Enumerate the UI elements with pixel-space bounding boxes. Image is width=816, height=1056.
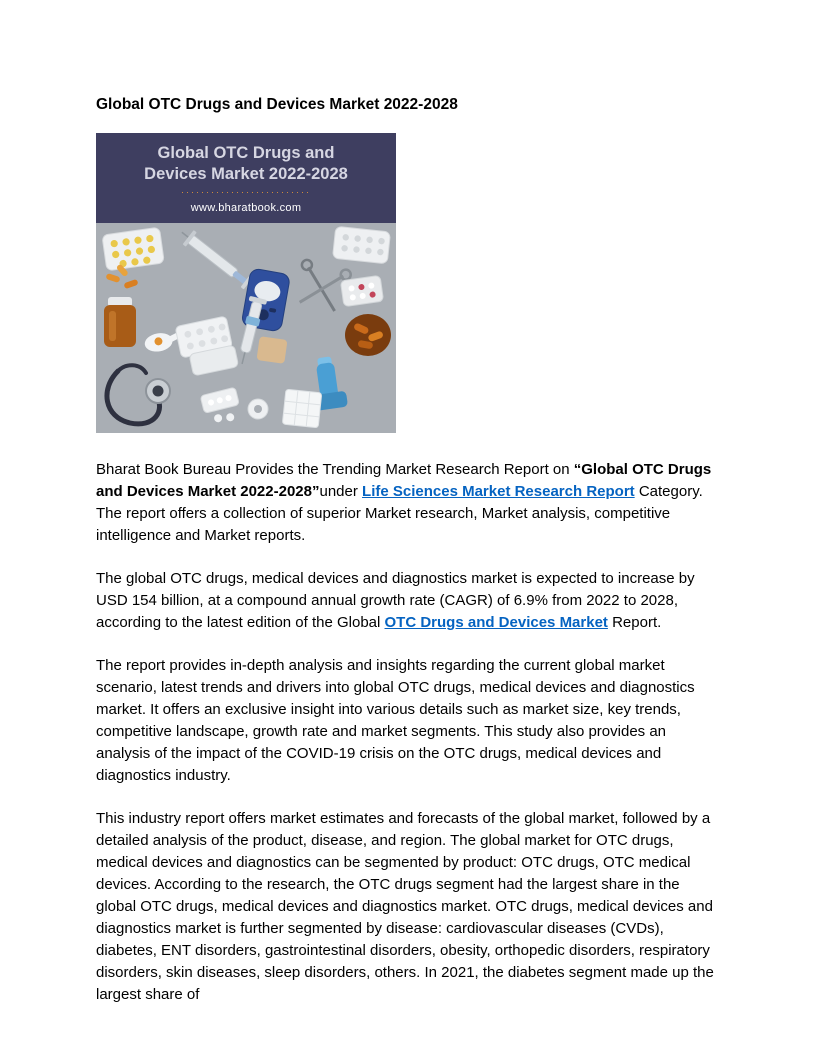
banner-title-line1: Global OTC Drugs and	[157, 144, 335, 162]
tape-roll-icon	[248, 399, 268, 419]
patch-icon	[256, 336, 287, 364]
blister-pack-icon	[102, 227, 164, 271]
otc-drugs-market-link[interactable]: OTC Drugs and Devices Market	[384, 614, 608, 631]
banner-dotted-divider: ··························	[181, 187, 311, 197]
pill-bottle-icon	[104, 297, 136, 347]
pill-card-icon	[340, 275, 383, 306]
amber-capsules-icon	[345, 314, 391, 356]
report-title-bold: “Global OTC Drugs and Devices Market 2022-2028”	[96, 461, 712, 500]
paragraph-intro	[96, 459, 720, 547]
blister-pack-icon	[332, 226, 390, 264]
paragraph-text: This industry report offers market estimates and forecasts of the global market, followed by a detailed analysis of the product, disease, and region. The global market for OTC drugs, medical devices and diagnostics can be segmented by product: OTC drugs, OTC medical devices. According to the research, the OTC drugs segment had the largest share in the global OTC drugs, medical devices and diagnostics market. OTC drugs, medical devices and diagnostics market is further segmented by disease: cardiovascular diseases (CVDs), diabetes, ENT disorders, gastrointestinal disorders, obesity, orthopedic disorders, respiratory disorders, skin diseases, sleep disorders, others. In 2021, the diabetes segment made up the largest share of	[96, 810, 714, 1003]
life-sciences-report-link[interactable]: Life Sciences Market Research Report	[362, 483, 635, 500]
paragraph-text: Bharat Book Bureau Provides the Trending Market Research Report on	[96, 461, 574, 478]
banner-title-line2: Devices Market 2022-2028	[144, 165, 348, 183]
medical-supplies-photo	[96, 223, 396, 433]
gauze-icon	[282, 389, 321, 428]
banner-website-url: www.bharatbook.com	[190, 202, 302, 214]
paragraph-text: The global OTC drugs, medical devices and diagnostics market is expected to increase by USD 154 billion, at a compound annual growth rate (CAGR) of 6.9% from 2022 to 2028, according to the latest edition of the Global	[96, 570, 695, 631]
paragraph-market-growth	[96, 568, 720, 634]
paragraph-text: under	[319, 483, 363, 500]
paragraph-segmentation	[96, 808, 720, 1006]
page-title: Global OTC Drugs and Devices Market 2022-2028	[96, 96, 458, 113]
paragraph-text: Report.	[607, 614, 662, 631]
paragraph-report-analysis	[96, 655, 720, 787]
paragraph-text: Category. The report offers a collection of superior Market research, Market analysis, competitive intelligence and Market reports.	[96, 483, 703, 544]
paragraph-text: The report provides in-depth analysis and insights regarding the current global market scenario, latest trends and drivers into global OTC drugs, medical devices and diagnostics market. It offers an exclusive insight into various details such as market size, key trends, competitive landscape, growth rate and market segments. This study also provides an analysis of the impact of the COVID-19 crisis on the OTC drugs, medical devices and diagnostics industry.	[96, 657, 695, 784]
banner-header	[96, 133, 396, 223]
report-banner-image	[96, 133, 396, 433]
